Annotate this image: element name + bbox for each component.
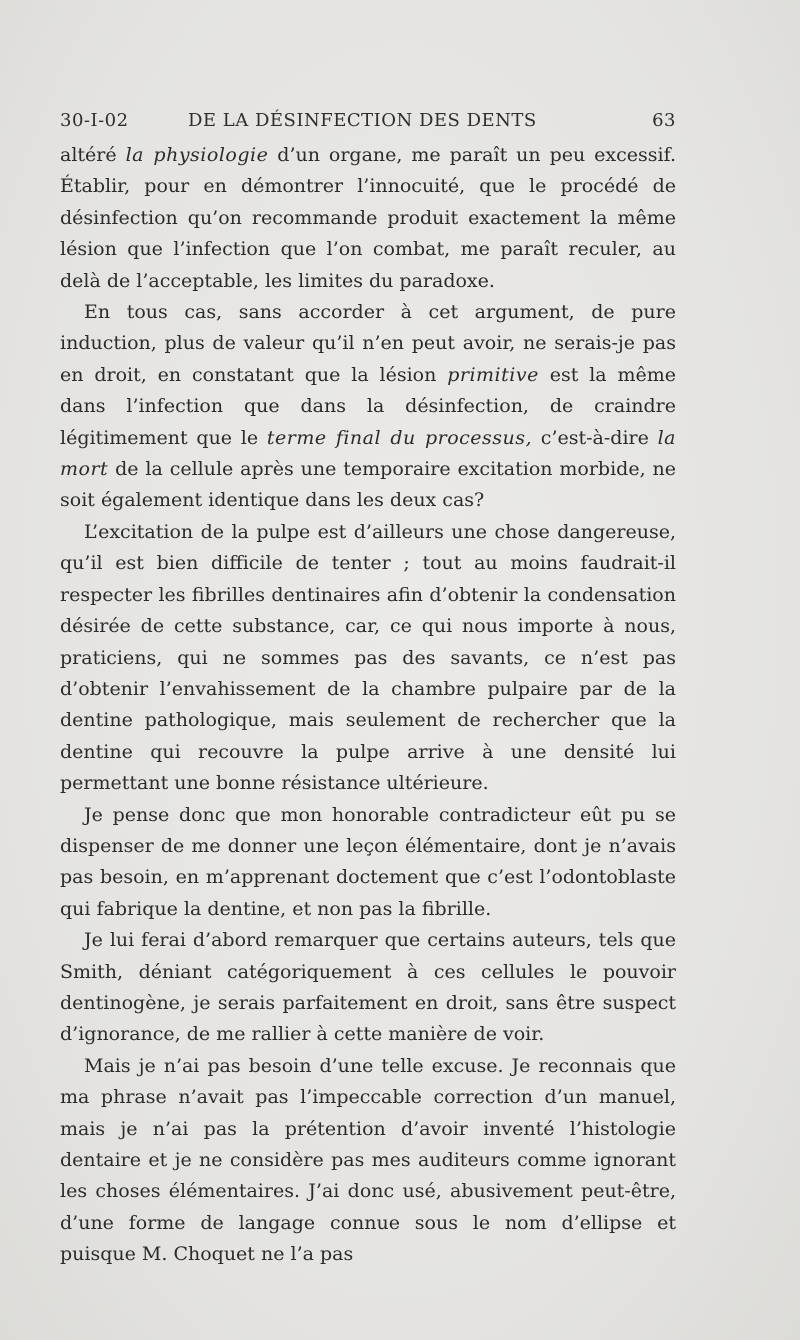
paragraph — [60, 1051, 676, 1271]
text-run: est la même dans l’infection que dans la désinfection, de craindre légitimement que le — [60, 363, 676, 449]
text-run: d’un organe, me paraît un peu excessif. Établir, pour en démontrer l’innocuité, que le procédé de désinfection qu’on recommande produit exactement la même lésion que l’infection que l’on combat, me paraît reculer, au delà de l’acceptable, les limites du paradoxe. — [60, 144, 677, 292]
running-header — [60, 110, 676, 136]
header-title: DE LA DÉSINFECTION DES DENTS — [188, 110, 537, 131]
text-run: Je pense donc que mon honorable contradicteur eût pu se dispenser de me donner une leçon élémentaire, dont je n’avais pas besoin, en m’apprenant doctement que c’est l’odontoblaste qui fabrique la dentine, et non pas la fibrille. — [60, 803, 676, 920]
italic-text: terme final du processus, — [266, 426, 533, 449]
text-run: c’est-à-dire — [532, 426, 658, 449]
text-run: L’excitation de la pulpe est d’ailleurs une chose dangereuse, qu’il est bien difficile de tenter ; tout au moins faudrait-il respecter les fibrilles dentinaires afin d’obtenir la condensation désirée de cette substance, car, ce qui nous importe à nous, praticiens, qui ne sommes pas des savants, ce n’est pas d’obtenir l’envahissement de la chambre pulpaire par de la dentine pathologique, mais seulement de rechercher que la dentine qui recouvre la pulpe arrive à une densité lui permettant une bonne résistance ultérieure. — [60, 520, 676, 795]
text-run: altéré — [60, 144, 126, 166]
page-number: 63 — [652, 110, 676, 131]
header-date: 30-I-02 — [60, 110, 129, 131]
text-run: Mais je n’ai pas besoin d’une telle excuse. Je reconnais que ma phrase n’avait pas l’impeccable correction d’un manuel, mais je n’ai pas la prétention d’avoir inventé l’histologie dentaire et je ne considère pas mes auditeurs comme ignorant les choses élémentaires. J’ai donc usé, abusivement peut-être, d’une forme de langage connue sous le nom d’ellipse et puisque M. Choquet ne l’a pas — [60, 1054, 676, 1266]
italic-text: la physiologie — [125, 144, 269, 166]
paragraph — [60, 925, 676, 1051]
italic-text: la mort — [60, 426, 676, 481]
paragraph — [60, 517, 676, 800]
text-run: de la cellule après une temporaire excitation morbide, ne soit également identique dans les deux cas? — [60, 458, 676, 512]
italic-text: primitive — [447, 363, 539, 386]
paragraph — [60, 140, 676, 297]
paragraph — [60, 800, 676, 926]
body-text — [60, 140, 676, 1271]
text-run: En tous cas, sans accorder à cet argument, de pure induction, plus de valeur qu’il n’en peut avoir, ne serais-je pas en droit, en constatant que la lésion — [60, 301, 676, 386]
paragraph — [60, 297, 676, 517]
text-run: Je lui ferai d’abord remarquer que certains auteurs, tels que Smith, déniant catégoriquement à ces cellules le pouvoir dentinogène, je serais parfaitement en droit, sans être suspect d’ignorance, de me rallier à cette manière de voir. — [60, 929, 676, 1046]
